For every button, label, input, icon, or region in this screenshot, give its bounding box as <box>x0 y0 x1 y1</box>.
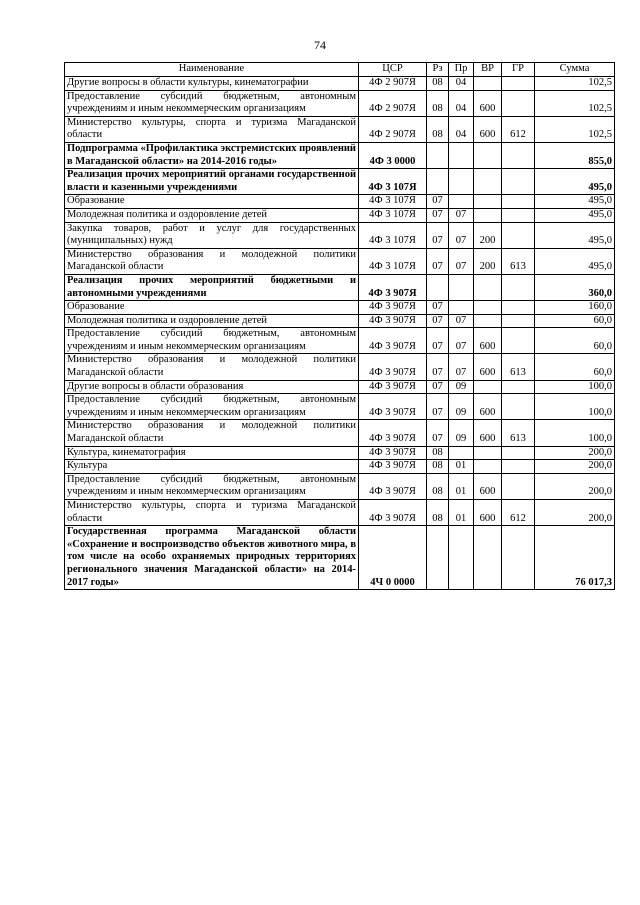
row-sum-cell: 160,0 <box>535 301 615 315</box>
column-header-pr: Пр <box>449 63 474 77</box>
row-pr-cell: 01 <box>449 473 474 499</box>
row-rz-cell <box>427 274 449 300</box>
row-vr-cell: 600 <box>474 328 502 354</box>
row-rz-cell: 07 <box>427 420 449 446</box>
row-rz-cell: 07 <box>427 314 449 328</box>
row-sum-cell: 200,0 <box>535 500 615 526</box>
row-vr-cell: 600 <box>474 420 502 446</box>
row-csr-cell: 4Ф 3 907Я <box>359 380 427 394</box>
row-rz-cell: 08 <box>427 446 449 460</box>
row-pr-cell: 07 <box>449 208 474 222</box>
row-gr-cell: 612 <box>502 500 535 526</box>
row-sum-cell: 200,0 <box>535 446 615 460</box>
row-vr-cell: 200 <box>474 248 502 274</box>
row-pr-cell: 01 <box>449 500 474 526</box>
row-csr-cell: 4Ф 3 907Я <box>359 420 427 446</box>
row-gr-cell <box>502 169 535 195</box>
row-csr-cell: 4Ф 3 907Я <box>359 354 427 380</box>
row-sum-cell: 102,5 <box>535 90 615 116</box>
row-sum-cell: 76 017,3 <box>535 526 615 590</box>
row-gr-cell <box>502 222 535 248</box>
row-gr-cell <box>502 314 535 328</box>
row-gr-cell <box>502 526 535 590</box>
column-header-csr: ЦСР <box>359 63 427 77</box>
table-row <box>65 301 615 315</box>
row-csr-cell: 4Ф 3 907Я <box>359 301 427 315</box>
table-row <box>65 446 615 460</box>
row-pr-cell <box>449 526 474 590</box>
row-pr-cell: 07 <box>449 314 474 328</box>
row-csr-cell: 4Ф 3 107Я <box>359 222 427 248</box>
table-row <box>65 222 615 248</box>
row-csr-cell: 4Ф 2 907Я <box>359 90 427 116</box>
row-name-cell: Образование <box>65 195 359 209</box>
row-rz-cell <box>427 142 449 168</box>
row-name-cell: Другие вопросы в области образования <box>65 380 359 394</box>
row-vr-cell: 600 <box>474 90 502 116</box>
row-sum-cell: 100,0 <box>535 420 615 446</box>
row-csr-cell: 4Ф 3 907Я <box>359 500 427 526</box>
row-vr-cell <box>474 77 502 91</box>
row-csr-cell: 4Ф 3 107Я <box>359 208 427 222</box>
table-row <box>65 526 615 590</box>
column-header-sum: Сумма <box>535 63 615 77</box>
row-sum-cell: 60,0 <box>535 354 615 380</box>
row-name-cell: Другие вопросы в области культуры, кинематографии <box>65 77 359 91</box>
row-vr-cell: 200 <box>474 222 502 248</box>
row-name-cell: Реализация прочих мероприятий органами государственной власти и казенными учреждениями <box>65 169 359 195</box>
row-pr-cell: 01 <box>449 460 474 474</box>
row-csr-cell: 4Ф 3 0000 <box>359 142 427 168</box>
row-rz-cell: 08 <box>427 500 449 526</box>
row-name-cell: Министерство образования и молодежной политики Магаданской области <box>65 248 359 274</box>
row-pr-cell: 07 <box>449 354 474 380</box>
row-gr-cell <box>502 77 535 91</box>
row-vr-cell <box>474 380 502 394</box>
table-body <box>65 77 615 590</box>
row-vr-cell <box>474 195 502 209</box>
table-row <box>65 500 615 526</box>
row-vr-cell <box>474 314 502 328</box>
column-header-vr: ВР <box>474 63 502 77</box>
row-sum-cell: 200,0 <box>535 460 615 474</box>
row-name-cell: Министерство культуры, спорта и туризма Магаданской области <box>65 500 359 526</box>
row-rz-cell: 07 <box>427 354 449 380</box>
row-pr-cell: 09 <box>449 380 474 394</box>
table-row <box>65 77 615 91</box>
table-row <box>65 380 615 394</box>
row-csr-cell: 4Ф 3 907Я <box>359 314 427 328</box>
row-sum-cell: 495,0 <box>535 195 615 209</box>
row-name-cell: Предоставление субсидий бюджетным, автономным учреждениям и иным некоммерческим организациям <box>65 473 359 499</box>
table-header-row <box>65 63 615 77</box>
row-gr-cell: 613 <box>502 354 535 380</box>
row-sum-cell: 855,0 <box>535 142 615 168</box>
page-number: 74 <box>314 38 326 52</box>
row-vr-cell <box>474 274 502 300</box>
row-csr-cell: 4Ф 3 907Я <box>359 473 427 499</box>
table-row <box>65 195 615 209</box>
table-row <box>65 116 615 142</box>
row-gr-cell <box>502 394 535 420</box>
row-rz-cell: 07 <box>427 248 449 274</box>
row-csr-cell: 4Ф 3 907Я <box>359 446 427 460</box>
row-name-cell: Министерство образования и молодежной политики Магаданской области <box>65 354 359 380</box>
row-gr-cell <box>502 473 535 499</box>
table-row <box>65 394 615 420</box>
row-rz-cell: 08 <box>427 77 449 91</box>
column-header-rz: Рз <box>427 63 449 77</box>
row-vr-cell: 600 <box>474 500 502 526</box>
row-csr-cell: 4Ф 3 907Я <box>359 274 427 300</box>
row-sum-cell: 495,0 <box>535 222 615 248</box>
row-name-cell: Государственная программа Магаданской области «Сохранение и воспроизводство объектов животного мира, в том числе на особо охраняемых природных территориях регионального значения Магаданской области» на 2014-2017 годы» <box>65 526 359 590</box>
row-name-cell: Закупка товаров, работ и услуг для государственных (муниципальных) нужд <box>65 222 359 248</box>
row-vr-cell: 600 <box>474 473 502 499</box>
row-gr-cell <box>502 460 535 474</box>
row-name-cell: Предоставление субсидий бюджетным, автономным учреждениям и иным некоммерческим организациям <box>65 328 359 354</box>
row-csr-cell: 4Ч 0 0000 <box>359 526 427 590</box>
row-rz-cell: 08 <box>427 460 449 474</box>
row-rz-cell <box>427 526 449 590</box>
table-row <box>65 354 615 380</box>
row-csr-cell: 4Ф 2 907Я <box>359 116 427 142</box>
row-pr-cell <box>449 195 474 209</box>
row-gr-cell <box>502 142 535 168</box>
row-vr-cell <box>474 301 502 315</box>
row-pr-cell <box>449 301 474 315</box>
row-sum-cell: 495,0 <box>535 248 615 274</box>
row-pr-cell: 09 <box>449 394 474 420</box>
row-name-cell: Реализация прочих мероприятий бюджетными и автономными учреждениями <box>65 274 359 300</box>
row-vr-cell <box>474 208 502 222</box>
row-pr-cell: 07 <box>449 222 474 248</box>
row-csr-cell: 4Ф 3 907Я <box>359 394 427 420</box>
row-sum-cell: 100,0 <box>535 394 615 420</box>
row-sum-cell: 360,0 <box>535 274 615 300</box>
row-pr-cell: 04 <box>449 90 474 116</box>
row-name-cell: Подпрограмма «Профилактика экстремистских проявлений в Магаданской области» на 2014-2016 годы» <box>65 142 359 168</box>
table-row <box>65 142 615 168</box>
row-rz-cell: 07 <box>427 328 449 354</box>
row-name-cell: Образование <box>65 301 359 315</box>
row-pr-cell <box>449 169 474 195</box>
row-gr-cell <box>502 195 535 209</box>
column-header-gr: ГР <box>502 63 535 77</box>
row-rz-cell: 07 <box>427 195 449 209</box>
row-pr-cell <box>449 274 474 300</box>
table-row <box>65 274 615 300</box>
row-vr-cell <box>474 446 502 460</box>
row-pr-cell: 09 <box>449 420 474 446</box>
row-gr-cell <box>502 301 535 315</box>
row-vr-cell <box>474 142 502 168</box>
row-name-cell: Молодежная политика и оздоровление детей <box>65 208 359 222</box>
row-pr-cell <box>449 142 474 168</box>
row-vr-cell <box>474 169 502 195</box>
row-pr-cell: 04 <box>449 116 474 142</box>
row-csr-cell: 4Ф 3 107Я <box>359 195 427 209</box>
row-gr-cell: 613 <box>502 420 535 446</box>
row-rz-cell: 07 <box>427 208 449 222</box>
row-pr-cell: 04 <box>449 77 474 91</box>
row-sum-cell: 60,0 <box>535 328 615 354</box>
row-rz-cell: 07 <box>427 301 449 315</box>
table-row <box>65 460 615 474</box>
table-row <box>65 208 615 222</box>
row-pr-cell: 07 <box>449 328 474 354</box>
row-name-cell: Министерство культуры, спорта и туризма Магаданской области <box>65 116 359 142</box>
row-vr-cell: 600 <box>474 116 502 142</box>
row-rz-cell: 08 <box>427 473 449 499</box>
row-rz-cell: 07 <box>427 222 449 248</box>
row-sum-cell: 60,0 <box>535 314 615 328</box>
row-gr-cell <box>502 274 535 300</box>
row-rz-cell <box>427 169 449 195</box>
row-rz-cell: 07 <box>427 380 449 394</box>
row-vr-cell <box>474 460 502 474</box>
row-gr-cell <box>502 380 535 394</box>
row-sum-cell: 102,5 <box>535 116 615 142</box>
row-sum-cell: 495,0 <box>535 208 615 222</box>
table-row <box>65 314 615 328</box>
row-gr-cell <box>502 208 535 222</box>
row-csr-cell: 4Ф 2 907Я <box>359 77 427 91</box>
row-pr-cell: 07 <box>449 248 474 274</box>
row-rz-cell: 08 <box>427 116 449 142</box>
row-vr-cell: 600 <box>474 354 502 380</box>
table-row <box>65 248 615 274</box>
row-csr-cell: 4Ф 3 107Я <box>359 169 427 195</box>
column-header-name: Наименование <box>65 63 359 77</box>
row-gr-cell: 612 <box>502 116 535 142</box>
row-gr-cell <box>502 90 535 116</box>
row-name-cell: Культура, кинематография <box>65 446 359 460</box>
row-vr-cell <box>474 526 502 590</box>
row-gr-cell <box>502 328 535 354</box>
row-pr-cell <box>449 446 474 460</box>
row-rz-cell: 08 <box>427 90 449 116</box>
row-sum-cell: 100,0 <box>535 380 615 394</box>
row-csr-cell: 4Ф 3 107Я <box>359 248 427 274</box>
budget-table <box>64 62 615 590</box>
table-row <box>65 169 615 195</box>
row-name-cell: Министерство образования и молодежной политики Магаданской области <box>65 420 359 446</box>
row-sum-cell: 102,5 <box>535 77 615 91</box>
table-row <box>65 473 615 499</box>
row-sum-cell: 200,0 <box>535 473 615 499</box>
row-sum-cell: 495,0 <box>535 169 615 195</box>
row-gr-cell <box>502 446 535 460</box>
table-row <box>65 90 615 116</box>
row-rz-cell: 07 <box>427 394 449 420</box>
row-csr-cell: 4Ф 3 907Я <box>359 328 427 354</box>
table-row <box>65 420 615 446</box>
row-vr-cell: 600 <box>474 394 502 420</box>
row-csr-cell: 4Ф 3 907Я <box>359 460 427 474</box>
row-name-cell: Предоставление субсидий бюджетным, автономным учреждениям и иным некоммерческим организациям <box>65 90 359 116</box>
row-name-cell: Молодежная политика и оздоровление детей <box>65 314 359 328</box>
row-gr-cell: 613 <box>502 248 535 274</box>
table-row <box>65 328 615 354</box>
row-name-cell: Предоставление субсидий бюджетным, автономным учреждениям и иным некоммерческим организациям <box>65 394 359 420</box>
row-name-cell: Культура <box>65 460 359 474</box>
